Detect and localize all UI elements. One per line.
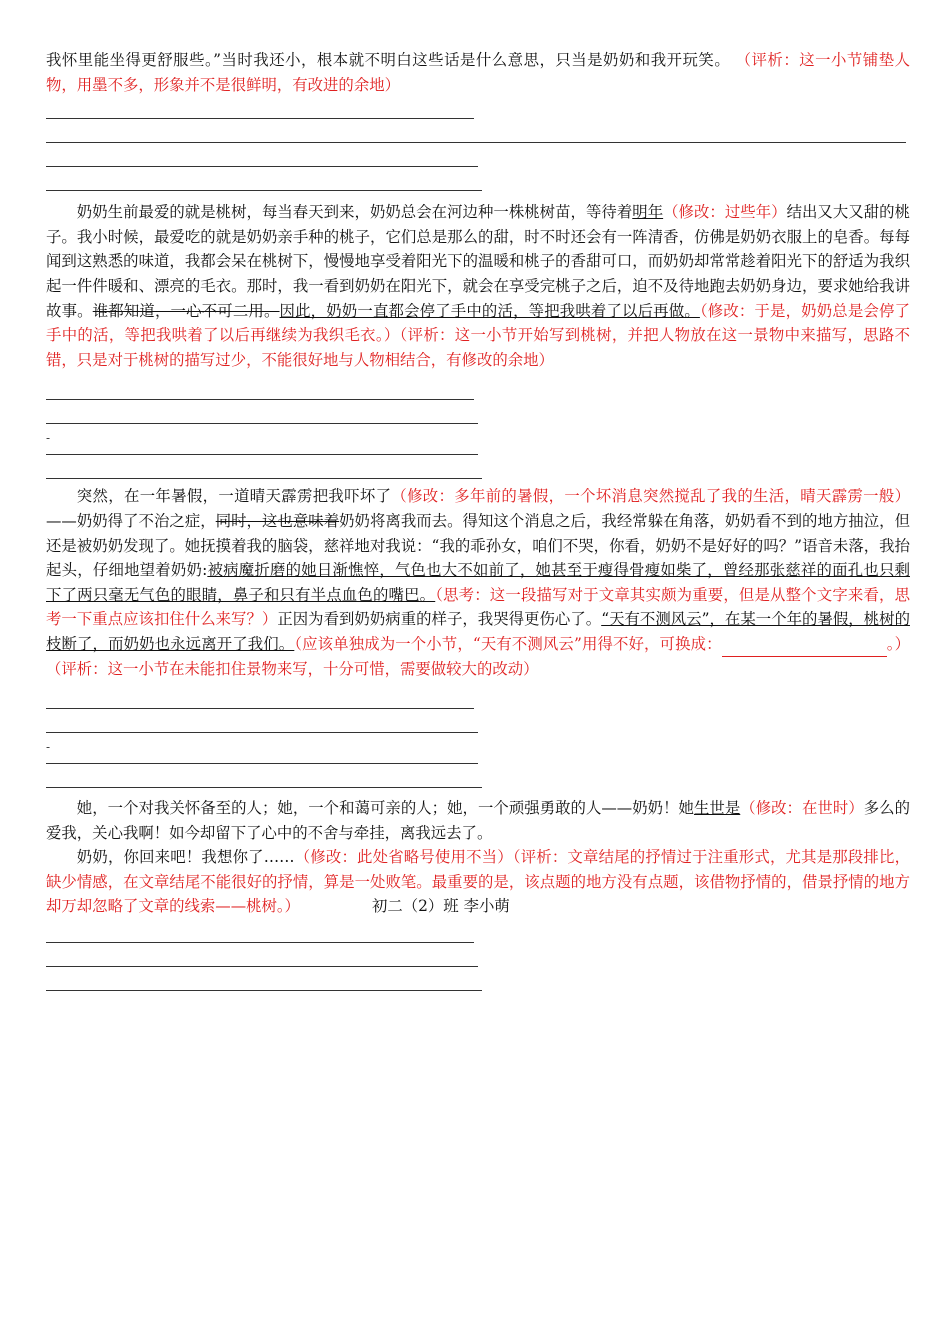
- answer-line[interactable]: [46, 764, 482, 788]
- p1-text: 我怀里能坐得更舒服些。”当时我还小，根本就不明白这些话是什么意思，只当是奶奶和我开玩笑。: [46, 51, 731, 69]
- p4-underline-1: 生世是: [693, 799, 741, 818]
- p2-comment: （修改：于是，奶奶总是会停了手中的活，等把我哄着了以后再继续为我织毛衣。）（评析：这一小节开始写到桃树，并把人物放在这一景物中来描写，思路不错，只是对于桃树的描写过少，不能很好地与人物相结合，有修改的余地）: [46, 301, 910, 369]
- paragraph-5: [46, 845, 910, 919]
- p3-underline-2: “天有不测风云”，在某一个年的暑假，桃树的枝断了，而奶奶也永远离开了我们。: [46, 610, 910, 653]
- answer-line[interactable]: [46, 709, 478, 733]
- author-signature: 初二（2）班 李小萌: [371, 897, 510, 916]
- answer-line[interactable]: [46, 143, 478, 167]
- p4-text-2: 多么的爱我，关心我啊！如今却留下了心中的不舍与牵挂，离我远去了。: [46, 799, 910, 842]
- answer-line[interactable]: [46, 919, 474, 943]
- p4-revision-1: （修改：在世时）: [740, 799, 864, 818]
- p2-text-2: 结出又大又甜的桃子。我小时候，最爱吃的就是奶奶亲手种的桃子，它们总是那么的甜，时不时还会有一阵清香，仿佛是奶奶衣服上的皂香。每每闻到这熟悉的味道，我都会呆在桃树下，慢慢地享受着阳光下的温暖和桃子的香甜可口，而奶奶却常常趁着阳光下的舒适为我织起一件件暖和、漂亮的毛衣。那时，我一看到奶奶在阳光下，就会在享受完桃子之后，迫不及待地跑去奶奶身边，要求她给我讲故事。: [46, 203, 910, 320]
- fill-in-blank[interactable]: [722, 640, 887, 657]
- p3-text-3: 奶奶将离我而去。得知这个消息之后，我经常躲在角落，奶奶看不到的地方抽泣，但还是被奶奶发现了。她抚摸着我的脑袋，慈祥地对我说：“我的乖孙女，咱们不哭，你看，奶奶不是好好的吗？”语音未落，我抬起头，仔细地望着奶奶:: [46, 511, 910, 580]
- answer-line[interactable]: [46, 400, 478, 424]
- essay-page: [46, 48, 910, 991]
- answer-lines-4: [46, 919, 910, 991]
- answer-lines-1: [46, 95, 910, 191]
- answer-line[interactable]: [46, 167, 482, 191]
- stray-dash: -: [46, 431, 51, 446]
- answer-lines-2: [46, 376, 910, 479]
- answer-line[interactable]: [46, 757, 478, 764]
- p3-comment-start: （应该单独成为一个小节，“天有不测风云”用得不好，可换成：: [294, 634, 722, 653]
- p3-text-4: 正因为看到奶奶病重的样子，我哭得更伤心了。: [277, 610, 602, 629]
- answer-line[interactable]: [46, 95, 474, 119]
- p2-text-1: 奶奶生前最爱的就是桃树，每当春天到来，奶奶总会在河边种一株桃树苗，等待着: [76, 203, 633, 222]
- answer-line[interactable]: [46, 455, 482, 479]
- paragraph-2: [46, 200, 910, 372]
- answer-line[interactable]: [46, 448, 478, 455]
- p4-text-1: 她，一个对我关怀备至的人；她，一个和蔼可亲的人；她，一个顽强勇敢的人——奶奶！她: [76, 799, 694, 818]
- p2-revision-1: （修改：过些年）: [663, 203, 787, 222]
- paragraph-3: [46, 484, 910, 681]
- p3-text-1: 突然，在一年暑假，一道晴天霹雳把我吓坏了: [76, 487, 392, 506]
- p5-text-1: 奶奶，你回来吧！我想你了……: [76, 848, 295, 867]
- answer-line[interactable]: [46, 943, 478, 967]
- p2-underline-1: 明年: [632, 203, 664, 222]
- answer-lines-3: [46, 685, 910, 788]
- p3-thinking: （思考：这一段描写对于文章其实颇为重要，但是从整个文字来看，思考一下重点应该扣住什么来写？）: [46, 585, 910, 629]
- p3-comment-end: 。）（评析：这一小节在未能扣住景物来写，十分可惜，需要做较大的改动）: [46, 634, 910, 678]
- p3-underline-1: 被病魔折磨的她日渐憔悴，气色也大不如前了，她甚至于瘦得骨瘦如柴了，曾经那张慈祥的面孔也只剩下了两只毫无气色的眼睛，鼻子和只有半点血色的嘴巴。: [46, 561, 910, 604]
- p2-underline-2: 因此，奶奶一直都会停了手中的活，等把我哄着了以后再做。: [279, 301, 700, 320]
- answer-line[interactable]: [46, 685, 474, 709]
- p3-revision-1: （修改：多年前的暑假，一个坏消息突然搅乱了我的生活，晴天霹雳一般）: [391, 487, 910, 506]
- p3-strike-1: 同时，这也意味着: [215, 511, 340, 530]
- p1-comment: （评析：这一小节铺垫人物，用墨不多，形象并不是很鲜明，有改进的余地）: [46, 51, 910, 94]
- p2-strike-1: 谁都知道，一心不可二用。: [92, 301, 280, 320]
- paragraph-1: [46, 48, 910, 97]
- p5-comment: （修改：此处省略号使用不当）（评析：文章结尾的抒情过于注重形式，尤其是那段排比，缺少情感，在文章结尾不能很好的抒情，算是一处败笔。最重要的是，该点题的地方没有点题，该借物抒情的，借景抒情的地方却万却忽略了文章的线索——桃树。）: [46, 848, 910, 916]
- answer-line[interactable]: [46, 376, 474, 400]
- answer-line[interactable]: [46, 119, 906, 143]
- p3-text-2: ——奶奶得了不治之症，: [46, 511, 216, 530]
- stray-dash: -: [46, 740, 51, 755]
- answer-line[interactable]: [46, 967, 482, 991]
- paragraph-4: [46, 796, 910, 845]
